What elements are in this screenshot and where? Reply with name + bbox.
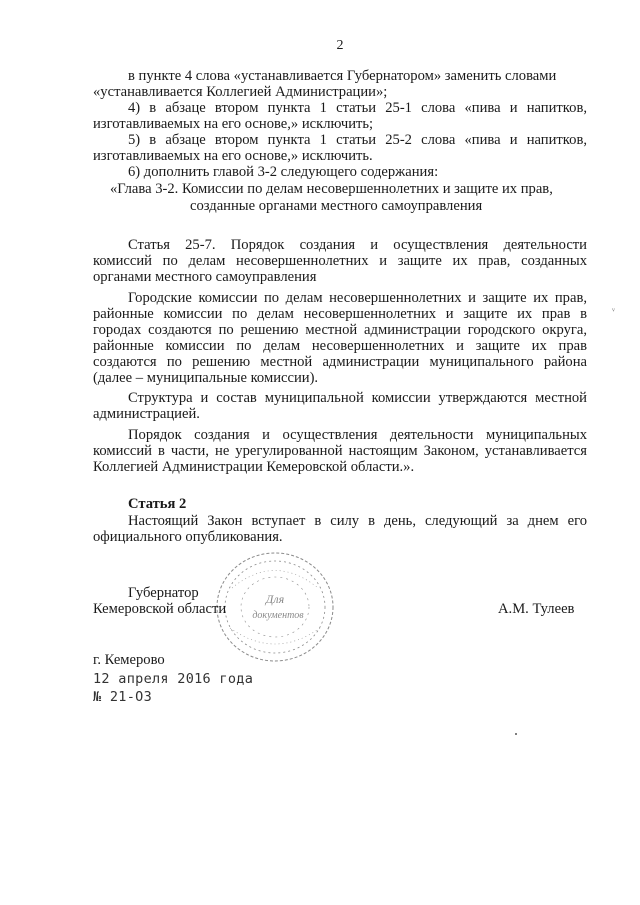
signatory-title: Кемеровской области [93, 601, 227, 617]
body-line: Порядок создания и осуществления деятельности муниципальных [128, 427, 587, 443]
body-line: районные комиссии по делам несовершеннолетних и защите их прав в [93, 306, 587, 322]
body-line: «устанавливается Коллегией Администрации»; [93, 84, 388, 100]
signatory-name: А.М. Тулеев [498, 601, 575, 617]
body-line: создаются по решению местной администрации муниципального района [93, 354, 587, 370]
body-line: Коллегией Администрации Кемеровской области.». [93, 459, 415, 475]
chapter-heading: созданные органами местного самоуправления [190, 198, 483, 214]
article-heading: комиссий по делам несовершеннолетних и защите их прав, созданных [93, 253, 587, 269]
seal-text: Для [265, 592, 285, 606]
body-line: Структура и состав муниципальной комиссии утверждаются местной [128, 390, 587, 406]
body-line: комиссий в части, не урегулированной настоящим Законом, устанавливается [93, 443, 587, 459]
number-stamp: № 21-ОЗ [93, 689, 152, 705]
body-line: изготавливаемых на его основе,» исключить; [93, 116, 374, 132]
page-number: 2 [336, 38, 344, 53]
article-heading: органами местного самоуправления [93, 269, 317, 285]
body-line: Городские комиссии по делам несовершеннолетних и защите их прав, [128, 290, 587, 306]
signatory-title: Губернатор [128, 585, 199, 601]
body-line: в пункте 4 слова «устанавливается Губернатором» заменить словами [128, 68, 557, 84]
body-line: 5) в абзаце втором пункта 1 статьи 25-2 слова «пива и напитков, [128, 132, 587, 148]
margin-mark: ᵛ [612, 306, 615, 317]
body-line: администрацией. [93, 406, 200, 422]
city: г. Кемерово [93, 652, 165, 668]
article-2-heading: Статья 2 [128, 496, 187, 512]
body-line: городах создаются по решению местной администрации городского округа, [93, 322, 587, 338]
scan-speck [515, 733, 517, 735]
body-line: районные комиссии по делам несовершеннолетних и защите их прав [93, 338, 587, 354]
body-line: официального опубликования. [93, 529, 283, 545]
body-line: Настоящий Закон вступает в силу в день, следующий за днем его [128, 513, 587, 529]
date-stamp: 12 апреля 2016 года [93, 671, 254, 687]
body-line: 6) дополнить главой 3-2 следующего содержания: [128, 164, 439, 180]
body-line: (далее – муниципальные комиссии). [93, 370, 319, 386]
official-seal-icon [212, 548, 338, 666]
seal-text: документов [252, 610, 304, 621]
body-line: 4) в абзаце втором пункта 1 статьи 25-1 слова «пива и напитков, [128, 100, 587, 116]
body-line: изготавливаемых на его основе,» исключить. [93, 148, 373, 164]
chapter-heading: «Глава 3-2. Комиссии по делам несовершеннолетних и защите их прав, [110, 181, 553, 197]
article-heading: Статья 25-7. Порядок создания и осуществления деятельности [128, 237, 587, 253]
